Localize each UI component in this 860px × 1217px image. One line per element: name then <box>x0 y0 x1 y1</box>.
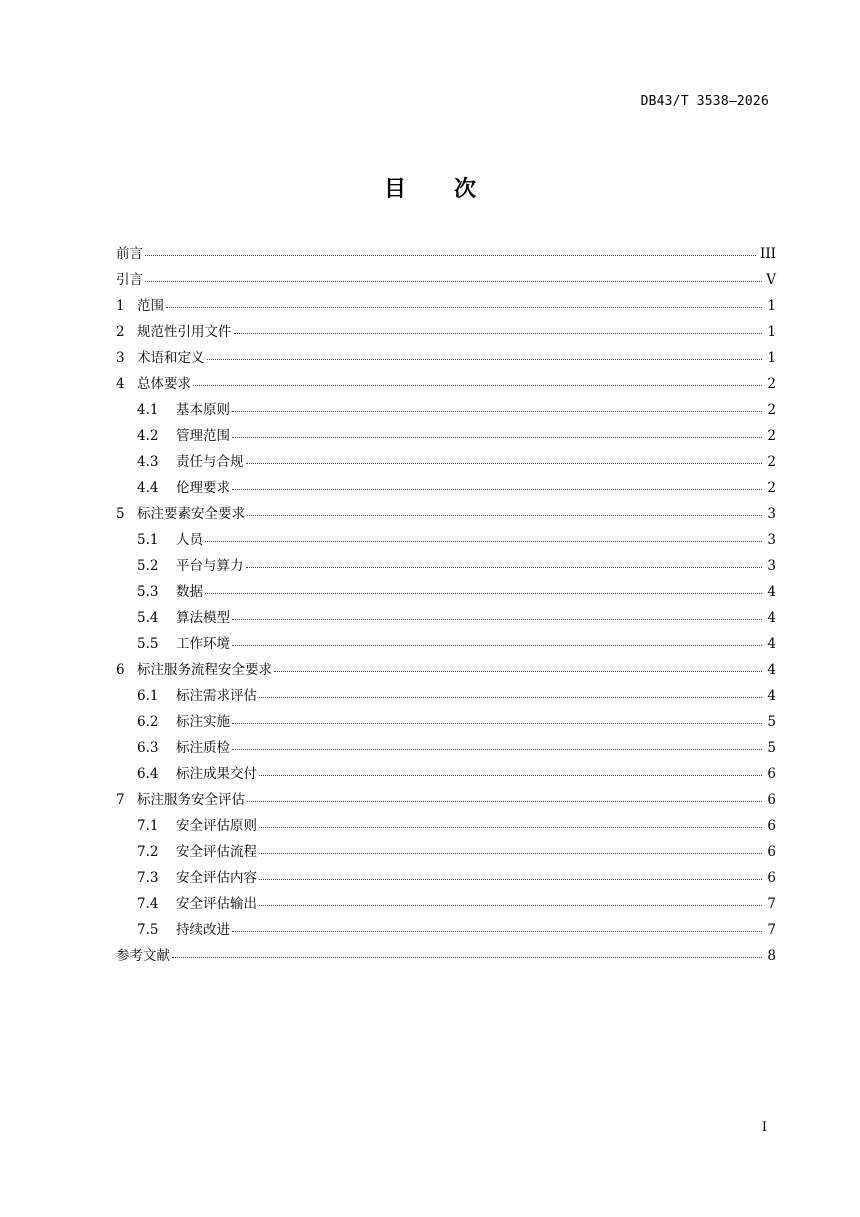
toc-entry-page: 3 <box>767 558 776 574</box>
toc-leader-dots <box>247 501 762 527</box>
toc-entry-label: 引言 <box>116 272 143 288</box>
toc-leader-dots <box>274 657 762 683</box>
toc-leader-dots <box>205 579 762 605</box>
toc-leader-dots <box>232 605 762 631</box>
toc-entry-label: 范围 <box>137 298 164 314</box>
document-code: DB43/T 3538—2026 <box>640 94 769 109</box>
toc-leader-dots <box>259 839 762 865</box>
toc-entry-number: 4.1 <box>137 402 159 418</box>
toc-entry-label: 平台与算力 <box>176 558 244 574</box>
toc-entry-page: 6 <box>767 766 776 782</box>
toc-entry-label: 安全评估内容 <box>176 870 257 886</box>
toc-leader-dots <box>234 319 763 345</box>
toc-entry-label: 数据 <box>176 584 203 600</box>
toc-entry-number: 7.2 <box>137 844 159 860</box>
toc-entry[interactable] <box>116 345 776 371</box>
toc-entry[interactable] <box>116 527 776 553</box>
toc-entry[interactable] <box>116 813 776 839</box>
toc-entry-page: 1 <box>767 298 776 314</box>
toc-leader-dots <box>232 917 762 943</box>
toc-entry-label: 标注需求评估 <box>176 688 257 704</box>
toc-entry-page: 2 <box>767 402 776 418</box>
page-title <box>0 172 860 203</box>
toc-entry-number: 1 <box>116 298 125 314</box>
toc-entry-number: 6.2 <box>137 714 159 730</box>
toc-entry-label: 标注实施 <box>176 714 230 730</box>
toc-leader-dots <box>232 423 762 449</box>
toc-entry-page: 1 <box>767 350 776 366</box>
toc-leader-dots <box>207 345 763 371</box>
toc-entry-page: 6 <box>767 792 776 808</box>
toc-leader-dots <box>172 943 762 969</box>
toc-entry[interactable] <box>116 319 776 345</box>
toc-entry-number: 7.3 <box>137 870 159 886</box>
toc-leader-dots <box>205 527 762 553</box>
toc-entry-page: 6 <box>767 818 776 834</box>
toc-leader-dots <box>259 891 762 917</box>
title-char-1: 目 <box>383 177 406 202</box>
toc-entry-number: 5.1 <box>137 532 159 548</box>
toc-entry[interactable] <box>116 241 776 267</box>
toc-leader-dots <box>259 865 762 891</box>
toc-entry[interactable] <box>116 553 776 579</box>
toc-leader-dots <box>232 709 762 735</box>
toc-entry-page: V <box>766 272 776 288</box>
toc-entry-label: 总体要求 <box>137 376 191 392</box>
toc-entry-page: 7 <box>767 922 776 938</box>
table-of-contents <box>116 241 776 969</box>
toc-leader-dots <box>232 475 762 501</box>
toc-entry-number: 7.4 <box>137 896 159 912</box>
toc-leader-dots <box>145 267 762 293</box>
toc-entry-page: 4 <box>767 584 776 600</box>
toc-entry-number: 5.3 <box>137 584 159 600</box>
toc-entry-page: 5 <box>767 714 776 730</box>
toc-entry-label: 术语和定义 <box>137 350 205 366</box>
toc-entry-number: 5 <box>116 506 125 522</box>
toc-entry-label: 工作环境 <box>176 636 230 652</box>
toc-entry-label: 管理范围 <box>176 428 230 444</box>
toc-leader-dots <box>166 293 762 319</box>
toc-leader-dots <box>232 397 762 423</box>
toc-entry-number: 7.5 <box>137 922 159 938</box>
toc-leader-dots <box>232 735 762 761</box>
toc-entry-page: 8 <box>767 948 776 964</box>
toc-entry-number: 7 <box>116 792 125 808</box>
toc-entry-page: 4 <box>767 688 776 704</box>
toc-entry-number: 6.3 <box>137 740 159 756</box>
toc-entry-page: 1 <box>767 324 776 340</box>
toc-entry-page: 3 <box>767 532 776 548</box>
toc-entry-number: 7.1 <box>137 818 159 834</box>
toc-entry[interactable] <box>116 683 776 709</box>
toc-entry-number: 4.3 <box>137 454 159 470</box>
toc-entry[interactable] <box>116 735 776 761</box>
toc-entry-label: 基本原则 <box>176 402 230 418</box>
toc-entry[interactable] <box>116 423 776 449</box>
toc-entry-number: 3 <box>116 350 125 366</box>
toc-leader-dots <box>247 787 762 813</box>
toc-entry-number: 4.4 <box>137 480 159 496</box>
toc-entry[interactable] <box>116 709 776 735</box>
toc-entry-label: 人员 <box>176 532 203 548</box>
toc-entry[interactable] <box>116 397 776 423</box>
toc-entry-label: 标注服务安全评估 <box>137 792 245 808</box>
toc-entry-label: 规范性引用文件 <box>137 324 232 340</box>
toc-entry-page: 2 <box>767 480 776 496</box>
toc-entry-label: 伦理要求 <box>176 480 230 496</box>
toc-entry-page: 3 <box>767 506 776 522</box>
toc-entry-label: 标注服务流程安全要求 <box>137 662 272 678</box>
toc-entry-number: 2 <box>116 324 125 340</box>
toc-leader-dots <box>259 813 762 839</box>
toc-entry[interactable] <box>116 839 776 865</box>
toc-leader-dots <box>232 631 762 657</box>
toc-entry-page: 2 <box>767 454 776 470</box>
toc-entry[interactable] <box>116 865 776 891</box>
toc-entry[interactable] <box>116 943 776 969</box>
toc-entry[interactable] <box>116 657 776 683</box>
toc-entry-page: 7 <box>767 896 776 912</box>
toc-entry-number: 6.4 <box>137 766 159 782</box>
toc-entry[interactable] <box>116 605 776 631</box>
toc-leader-dots <box>259 761 762 787</box>
toc-entry-label: 持续改进 <box>176 922 230 938</box>
toc-entry-page: 5 <box>767 740 776 756</box>
toc-entry-number: 5.4 <box>137 610 159 626</box>
toc-entry-label: 前言 <box>116 246 143 262</box>
toc-entry-label: 安全评估流程 <box>176 844 257 860</box>
toc-entry[interactable] <box>116 475 776 501</box>
toc-leader-dots <box>246 449 763 475</box>
page-number: I <box>761 1120 767 1135</box>
toc-entry[interactable] <box>116 891 776 917</box>
toc-entry-number: 4 <box>116 376 125 392</box>
toc-entry-label: 标注成果交付 <box>176 766 257 782</box>
toc-entry-label: 参考文献 <box>116 948 170 964</box>
toc-entry-label: 安全评估原则 <box>176 818 257 834</box>
toc-entry-page: 2 <box>767 376 776 392</box>
toc-leader-dots <box>193 371 762 397</box>
toc-leader-dots <box>259 683 762 709</box>
toc-entry-label: 安全评估输出 <box>176 896 257 912</box>
toc-leader-dots <box>145 241 756 267</box>
toc-entry[interactable] <box>116 917 776 943</box>
toc-entry-label: 责任与合规 <box>176 454 244 470</box>
toc-entry[interactable] <box>116 631 776 657</box>
toc-entry[interactable] <box>116 787 776 813</box>
toc-entry-label: 算法模型 <box>176 610 230 626</box>
toc-entry-page: III <box>760 246 776 262</box>
toc-entry-page: 4 <box>767 610 776 626</box>
toc-entry-number: 5.5 <box>137 636 159 652</box>
toc-entry-page: 6 <box>767 844 776 860</box>
toc-leader-dots <box>246 553 763 579</box>
toc-entry-number: 4.2 <box>137 428 159 444</box>
toc-entry[interactable] <box>116 449 776 475</box>
toc-entry-label: 标注要素安全要求 <box>137 506 245 522</box>
toc-entry[interactable] <box>116 267 776 293</box>
toc-entry[interactable] <box>116 293 776 319</box>
toc-entry[interactable] <box>116 371 776 397</box>
toc-entry[interactable] <box>116 761 776 787</box>
title-char-2: 次 <box>454 177 477 202</box>
toc-entry-number: 5.2 <box>137 558 159 574</box>
toc-entry-label: 标注质检 <box>176 740 230 756</box>
toc-entry-page: 4 <box>767 636 776 652</box>
toc-entry-page: 6 <box>767 870 776 886</box>
toc-entry-page: 4 <box>767 662 776 678</box>
toc-entry-page: 2 <box>767 428 776 444</box>
toc-entry[interactable] <box>116 501 776 527</box>
toc-entry[interactable] <box>116 579 776 605</box>
toc-entry-number: 6 <box>116 662 125 678</box>
toc-entry-number: 6.1 <box>137 688 159 704</box>
